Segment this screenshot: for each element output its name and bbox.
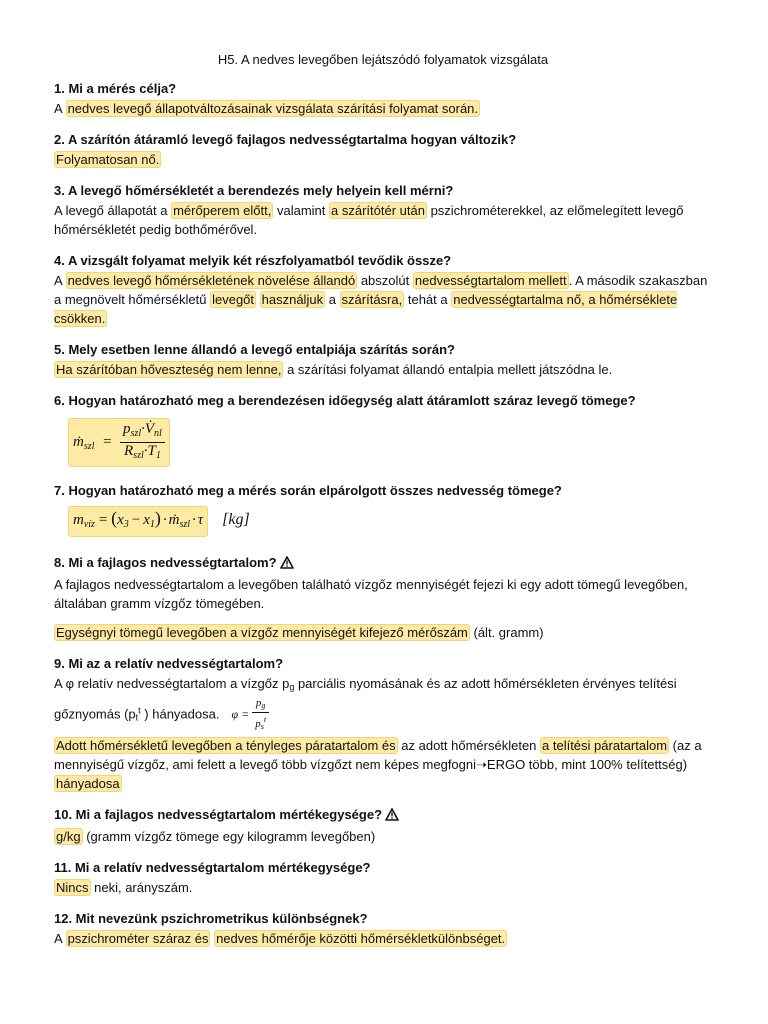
formula-subscript: g [261,701,266,710]
answer-text: A [54,101,66,116]
formula-numerator [252,697,269,713]
answer-text: valamint [273,203,329,218]
formula-operator: = [97,512,109,528]
answer-2 [54,150,712,169]
highlight: Egységnyi tömegű levegőben a vízgőz mennyiségét kifejező mérőszám [56,625,468,640]
answer-text: abszolút [357,273,413,288]
formula-symbol: R [124,443,134,459]
formula-subscript: 3 [123,519,129,530]
question-11: 11. Mi a relatív nedvességtartalom mértékegysége? [54,860,371,875]
formula-subscript: szl [133,450,144,461]
highlight: Nincs [56,880,89,895]
answer-5 [54,360,712,379]
question-6: 6. Hogyan határozható meg a berendezésen időegység alatt átáramlott száraz levegő tömege? [54,393,636,408]
highlight: Ha szárítóban hőveszteség nem lenne, [56,362,282,377]
answer-6 [68,418,712,467]
question-3: 3. A levegő hőmérsékletét a berendezés mely helyein kell mérni? [54,183,454,198]
question-text: 8. Mi a fajlagos nedvességtartalom? [54,555,277,570]
answer-3 [54,201,712,239]
warning-icon [385,807,399,826]
answer-text: parciális nyomásának és az adott hőmérsékleten érvényes telítési gőznyomás (p [54,676,677,722]
formula-symbol: p [255,718,261,730]
answer-9-text [54,674,712,733]
highlight: nedves levegő állapotváltozásainak vizsgálata szárítási folyamat során. [67,101,479,116]
question-5: 5. Mely esetben lenne állandó a levegő entalpiája szárítás során? [54,342,455,357]
formula-paren: ( [111,508,118,528]
highlight: nedves hőmérője közötti hőmérsékletkülönbséget. [216,931,506,946]
subscript: g [289,682,295,692]
formula-superscript: t [263,715,267,724]
question-2: 2. A szárítón átáramló levegő fajlagos nedvességtartalma hogyan változik? [54,132,517,147]
answer-9 [54,736,712,793]
highlight: a telítési páratartalom [542,738,668,753]
question-text: 10. Mi a fajlagos nedvességtartalom mértékegysége? [54,807,383,822]
formula-denominator [120,443,165,464]
answer-text: ) hányadosa. [140,706,220,722]
answer-text: a [325,292,340,307]
relative-humidity-formula [231,697,269,733]
answer-text: a szárítási folyamat állandó entalpia mellett játszódna le. [283,362,613,377]
answer-text: (az a mennyiségű vízgőz, ami felett a levegő több vízgőzt nem képes megfogni➝ERGO több, mint 100% telítettség) [54,738,702,772]
formula-symbol: τ [197,512,204,528]
formula-subscript: nl [154,428,162,439]
formula-symbol: m [73,512,84,528]
question-9: 9. Mi az a relatív nedvességtartalom? [54,656,284,671]
highlight: Folyamatosan nő. [56,152,160,167]
highlight: nedvességtartalom mellett [414,273,567,288]
formula-subscript: szl [130,428,142,439]
formula-denominator [252,713,269,733]
highlight: szárításra, [341,292,403,307]
answer-7 [68,506,712,537]
formula-symbol: x [143,512,150,528]
highlight: nedves levegő hőmérsékletének növelése állandó [67,273,356,288]
superscript: t [138,705,141,716]
formula-operator: · [192,512,196,528]
formula-symbol: p [255,697,262,709]
question-1: 1. Mi a mérés célja? [54,81,177,96]
formula-symbol: φ [231,706,239,721]
mass-flow-formula [68,418,170,467]
formula-fraction [120,421,165,464]
answer-text: (ált. gramm) [469,625,544,640]
answer-11 [54,878,712,897]
question-4: 4. A vizsgált folyamat melyik két részfolyamatból tevődik össze? [54,253,452,268]
formula-operator: − [131,512,141,528]
answer-12 [54,929,712,948]
answer-text: A [54,931,66,946]
highlight: levegőt [212,292,255,307]
formula-symbol: x [117,512,124,528]
answer-text: A levegő állapotát a [54,203,172,218]
formula-subscript: szl [179,519,191,530]
formula-subscript: szl [83,440,95,452]
formula-paren: ) [154,508,161,528]
formula-symbol: T [147,443,156,459]
answer-text: az adott hőmérsékleten [397,738,541,753]
formula-operator: = [241,706,250,721]
answer-text: . A második szakaszban a megnövelt hőmérsékletű [54,273,708,307]
highlight: használjuk [261,292,324,307]
answer-text: A [54,273,66,288]
answer-text: A φ relatív nedvességtartalom a vízgőz p [54,676,290,691]
answer-8-text: A fajlagos nedvességtartalom a levegőben található vízgőz mennyiségét fejezi ki egy adott tömegű levegőben, általában gramm vízgőz tömegében. [54,577,688,611]
question-10 [54,805,712,826]
formula-numerator [120,421,165,443]
warning-icon [280,555,294,574]
formula-subscript: 1 [149,519,155,530]
highlight: a szárítótér után [331,203,425,218]
answer-text: neki, arányszám. [90,880,193,895]
question-7: 7. Hogyan határozható meg a mérés során elpárolgott összes nedvesség tömege? [54,483,562,498]
document-title: H5. A nedves levegőben lejátszódó folyamatok vizsgálata [217,52,549,67]
answer-text: pszichrométerekkel, az előmelegített levegő hőmérsékletét pedig bothőmérővel. [54,203,684,237]
highlight: Adott hőmérsékletű levegőben a tényleges páratartalom és [56,738,396,753]
formula-operator: · [143,443,148,459]
highlight: mérőperem előtt, [173,203,272,218]
answer-text: tehát a [404,292,452,307]
answer-1 [54,99,712,118]
formula-symbol: V̇ [144,421,155,437]
answer-8 [54,623,712,642]
formula-subscript: víz [83,519,95,530]
highlight: nedvességtartalma nő, a hőmérséklete csökken. [54,292,678,326]
formula-symbol: ṁ [168,512,180,528]
highlight: pszichrométer száraz és [67,931,209,946]
unit-label: [kg] [222,511,250,528]
highlight: hányadosa [56,776,120,791]
evaporated-mass-formula [68,506,208,537]
formula-symbol: p [123,421,131,437]
answer-4 [54,271,712,328]
subscript: t [135,712,139,723]
formula-symbol: ṁ [73,433,84,450]
highlight: g/kg [56,829,81,844]
formula-operator: · [141,421,145,437]
question-8 [54,553,712,574]
formula-fraction [252,697,269,733]
formula-subscript: 1 [155,450,161,461]
answer-10 [54,827,712,846]
formula-operator: = [102,433,113,450]
formula-operator: · [162,512,167,528]
answer-text: (gramm vízgőz tömege egy kilogramm levegőben) [82,829,376,844]
formula-subscript: s [260,722,264,731]
question-12: 12. Mit nevezünk pszichrometrikus különbségnek? [54,911,368,926]
